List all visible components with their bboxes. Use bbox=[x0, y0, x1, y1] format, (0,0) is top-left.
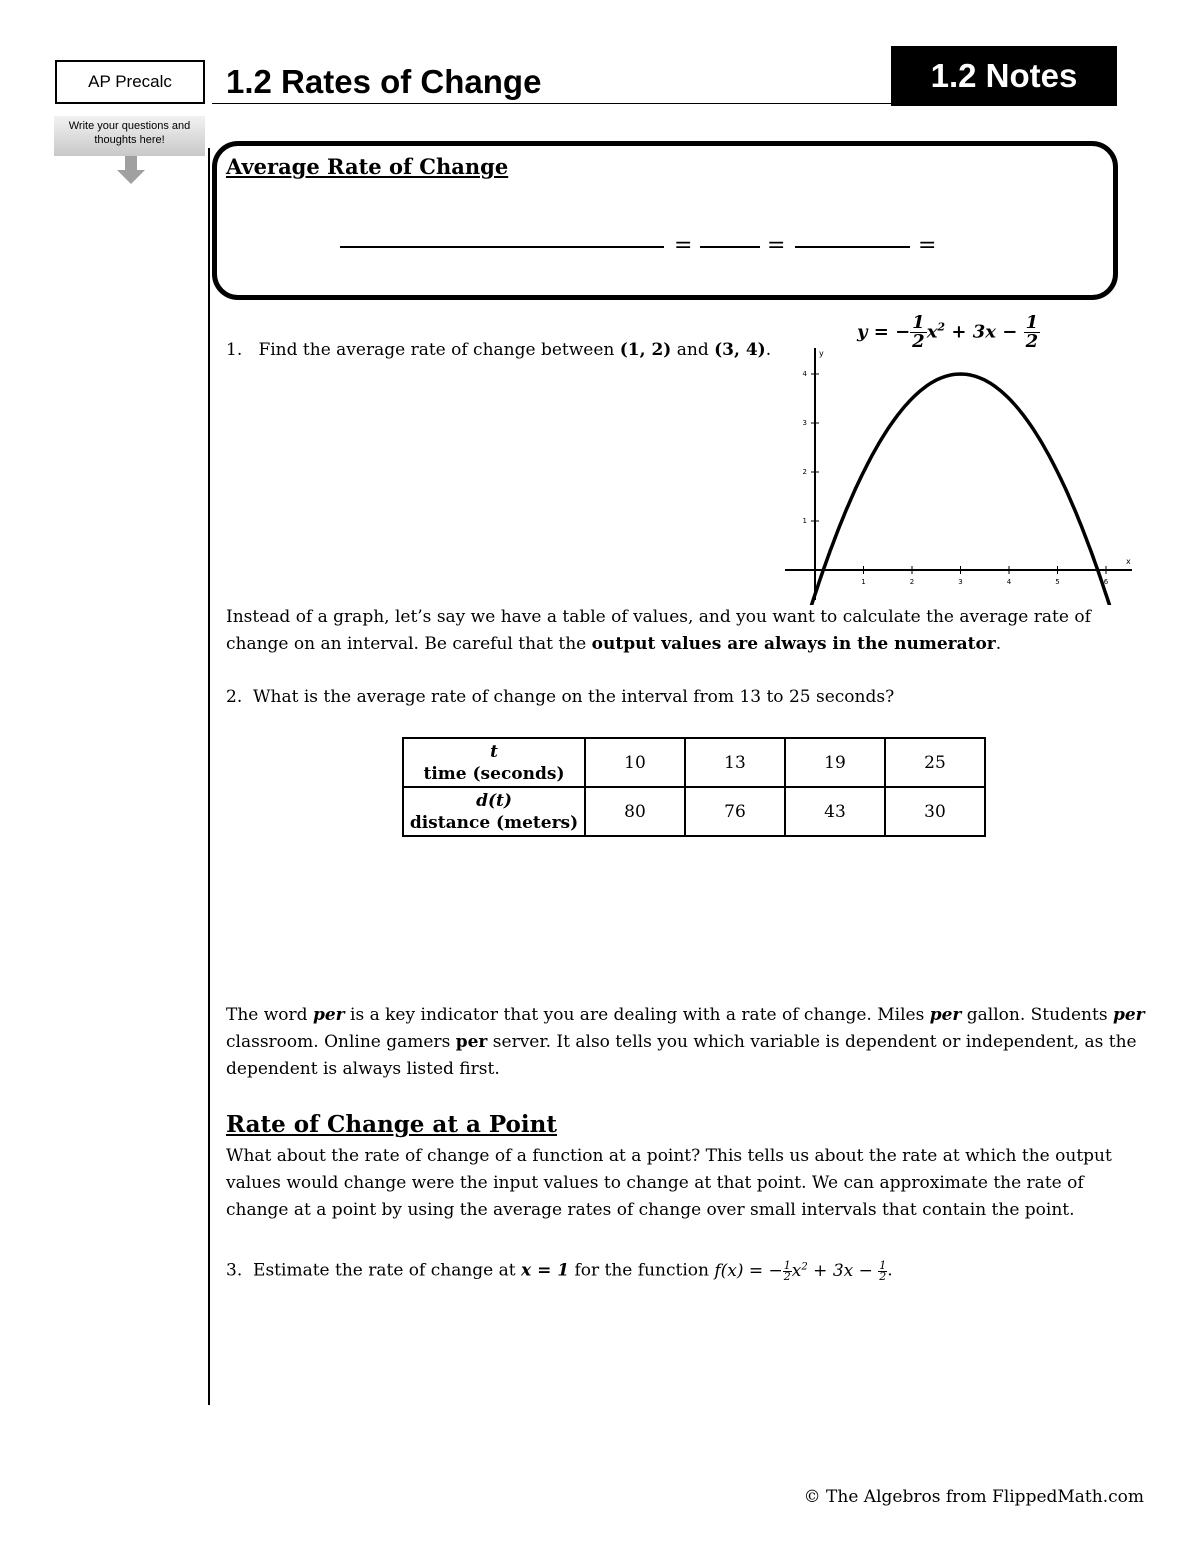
x-tick-label: 3 bbox=[958, 578, 963, 586]
equals-sign-3: = bbox=[918, 233, 937, 258]
question-3 bbox=[226, 1253, 893, 1285]
distance-label: distance (meters) bbox=[409, 812, 579, 833]
transition-paragraph bbox=[226, 604, 1106, 658]
x-tick-label: 1 bbox=[861, 578, 866, 586]
time-label: time (seconds) bbox=[423, 763, 565, 784]
q1-point2: (3, 4) bbox=[714, 340, 766, 360]
down-arrow-icon bbox=[115, 156, 147, 186]
q2-number: 2. bbox=[226, 687, 243, 707]
margin-hint: Write your questions and thoughts here! bbox=[54, 116, 205, 156]
per-emphasis: per bbox=[312, 1005, 345, 1025]
table-row-header bbox=[403, 738, 585, 787]
table-cell: 76 bbox=[685, 787, 785, 836]
distance-variable: d(t) bbox=[476, 790, 512, 811]
x-tick-label: 2 bbox=[909, 578, 915, 586]
rate-point-text: What about the rate of change of a function at a point? This tells us about the rate at which the output values would change were the input values to change at that point. We can approximate the rate of change at a point by using the average rates of change over small intervals that contain the point. bbox=[226, 1146, 1112, 1220]
margin-divider bbox=[208, 148, 210, 1405]
transition-text: Instead of a graph, let’s say we have a table of values, and you want to calculate the average rate of change on an interval. Be careful that the bbox=[226, 607, 1091, 654]
equals-sign-2: = bbox=[767, 233, 786, 258]
graph-eq-exp: 2 bbox=[937, 320, 946, 334]
x-tick-label: 4 bbox=[1006, 578, 1012, 586]
x-tick-label: 6 bbox=[1103, 578, 1109, 586]
y-tick-label: 1 bbox=[802, 517, 807, 525]
question-1 bbox=[226, 337, 771, 364]
table-cell: 19 bbox=[785, 738, 885, 787]
table-cell: 13 bbox=[685, 738, 785, 787]
table-row-header bbox=[403, 787, 585, 836]
graph-eq-x: x bbox=[926, 321, 938, 343]
x-tick-label: 5 bbox=[1055, 578, 1060, 586]
q1-point1: (1, 2) bbox=[619, 340, 672, 360]
q3-text: Estimate the rate of change at bbox=[253, 1260, 516, 1281]
table-cell: 80 bbox=[585, 787, 685, 836]
x-axis-label: x bbox=[1126, 557, 1131, 566]
q3-function: f(x) = − $\frac{1}{2}$ $x^2 + 3x$ − $\frac{1}{2}$ bbox=[714, 1258, 887, 1283]
y-tick-label: 3 bbox=[802, 419, 807, 427]
q3-number: 3. bbox=[226, 1260, 243, 1281]
formula-blank-2 bbox=[700, 246, 760, 248]
values-table bbox=[402, 737, 986, 837]
table-cell: 43 bbox=[785, 787, 885, 836]
q1-and: and bbox=[676, 340, 709, 360]
transition-bold: output values are always in the numerator bbox=[591, 634, 996, 654]
notes-badge: 1.2 Notes bbox=[891, 46, 1117, 106]
graph-eq-frac1: $\frac{1}{2}$ bbox=[912, 312, 925, 352]
q1-text: Find the average rate of change between bbox=[258, 340, 615, 360]
y-tick-label: 2 bbox=[802, 468, 807, 476]
aroc-heading: Average Rate of Change bbox=[226, 154, 509, 179]
q3-for-fn: for the function bbox=[574, 1260, 709, 1281]
time-variable: t bbox=[490, 741, 498, 762]
graph-eq-lhs: y = − bbox=[857, 321, 911, 343]
q1-number: 1. bbox=[226, 340, 243, 360]
per-emphasis: per bbox=[929, 1005, 962, 1025]
q3-end: . bbox=[887, 1260, 893, 1281]
q1-end: . bbox=[765, 340, 772, 360]
table-cell: 25 bbox=[885, 738, 985, 787]
formula-blank-3 bbox=[795, 246, 910, 248]
per-paragraph: The word per is a key indicator that you are dealing with a rate of change. Miles per gallon. Students per classroom. Online gamers per server. It also tells you which variable is dependent or independent, as the dependent is always listed first. bbox=[226, 1005, 1145, 1079]
graph-eq-middle: + 3x − bbox=[945, 321, 1018, 343]
table-cell: 30 bbox=[885, 787, 985, 836]
q3-condition: x = 1 bbox=[521, 1260, 570, 1281]
table-row bbox=[403, 738, 985, 787]
footer-credit: © The Algebros from FlippedMath.com bbox=[803, 1487, 1144, 1507]
question-2 bbox=[226, 684, 894, 711]
graph-eq-frac2: $\frac{1}{2}$ bbox=[1025, 312, 1039, 352]
table-cell: 10 bbox=[585, 738, 685, 787]
per-emphasis: per bbox=[1112, 1005, 1145, 1025]
y-axis-label: y bbox=[819, 349, 824, 358]
transition-end: . bbox=[995, 634, 1002, 654]
course-label: AP Precalc bbox=[55, 60, 205, 104]
formula-blank-1 bbox=[340, 246, 664, 248]
rate-point-heading: Rate of Change at a Point bbox=[226, 1111, 557, 1138]
table-row bbox=[403, 787, 985, 836]
per-emphasis: per bbox=[455, 1032, 488, 1052]
page-title: 1.2 Rates of Change bbox=[226, 63, 542, 100]
title-underline bbox=[212, 103, 892, 104]
y-tick-label: 4 bbox=[802, 370, 807, 378]
equals-sign-1: = bbox=[674, 233, 693, 258]
q2-text: What is the average rate of change on the interval from 13 to 25 seconds? bbox=[253, 687, 895, 707]
parabola-graph bbox=[780, 340, 1140, 605]
